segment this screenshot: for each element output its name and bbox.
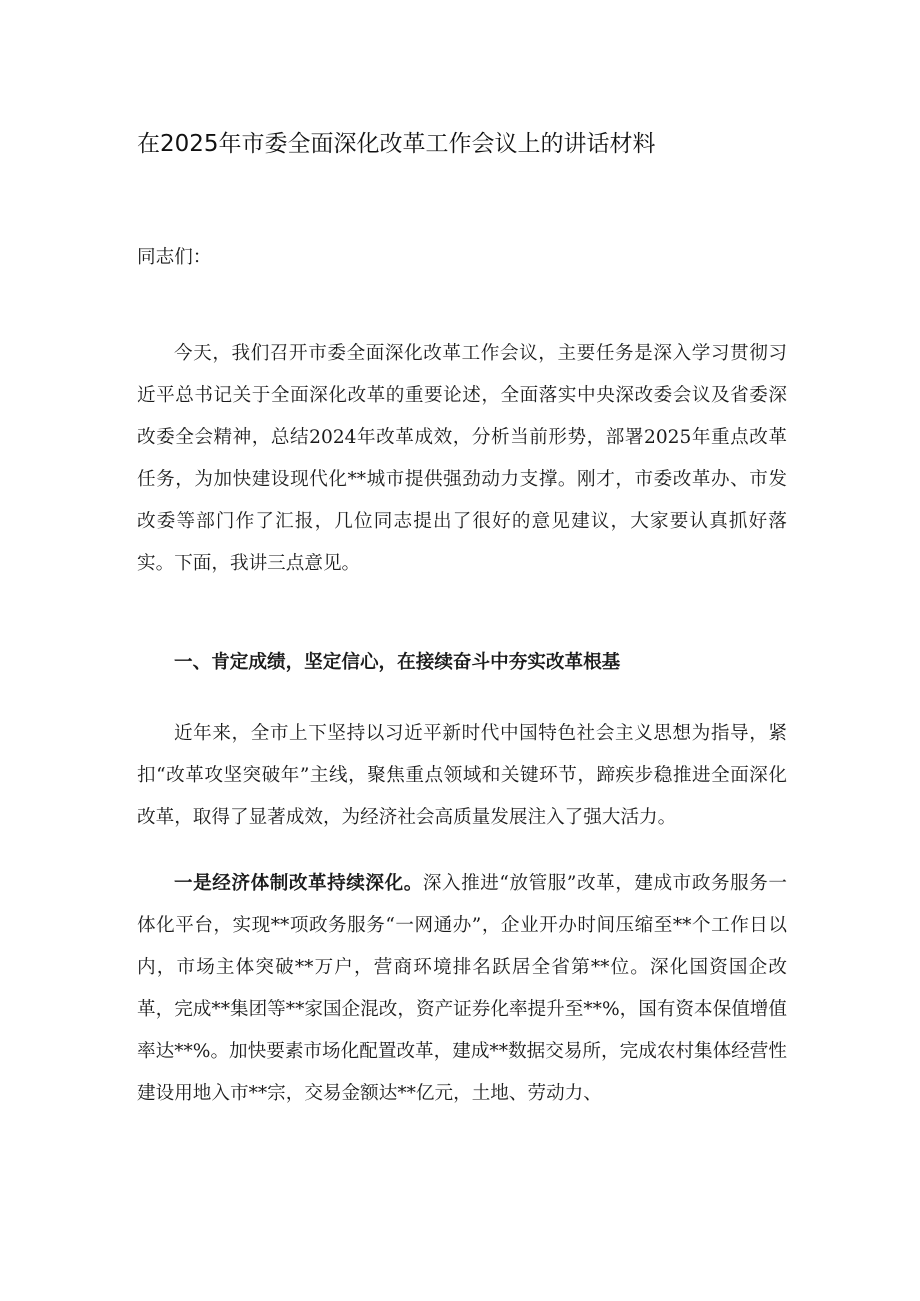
salutation: 同志们： bbox=[137, 247, 212, 268]
paragraph-achievements-intro: 近年来，全市上下坚持以习近平新时代中国特色社会主义思想为指导，紧扣“改革攻坚突破年”主线，聚焦重点领域和关键环节，蹄疾步稳推进全面深化改革，取得了显著成效，为经济社会高质量发展注入了强大活力。 bbox=[137, 723, 787, 828]
section-heading-1: 一、肯定成绩，坚定信心，在接续奋斗中夯实改革根基 bbox=[174, 652, 621, 673]
paragraph-opening: 今天，我们召开市委全面深化改革工作会议，主要任务是深入学习贯彻习近平总书记关于全面深化改革的重要论述，全面落实中央深改委会议及省委深改委全会精神，总结2024年改革成效，分析当前形势，部署2025年重点改革任务，为加快建设现代化**城市提供强劲动力支撑。刚才，市委改革办、市发改委等部门作了汇报，几位同志提出了很好的意见建议，大家要认真抓好落实。下面，我讲三点意见。 bbox=[137, 343, 787, 574]
document-title: 在2025年市委全面深化改革工作会议上的讲话材料 bbox=[137, 131, 656, 157]
paragraph-lead-phrase: 一是经济体制改革持续深化。 bbox=[174, 873, 423, 894]
paragraph-economic-reform bbox=[137, 863, 787, 1115]
paragraph-body-text: 深入推进“放管服”改革，建成市政务服务一体化平台，实现**项政务服务“一网通办”，企业开办时间压缩至**个工作日以内，市场主体突破**万户，营商环境排名跃居全省第**位。深化国资国企改革，完成**集团等**家国企混改，资产证券化率提升至**%，国有资本保值增值率达**%。加快要素市场化配置改革，建成**数据交易所，完成农村集体经营性建设用地入市**宗，交易金额达**亿元，土地、劳动力、 bbox=[137, 873, 787, 1104]
